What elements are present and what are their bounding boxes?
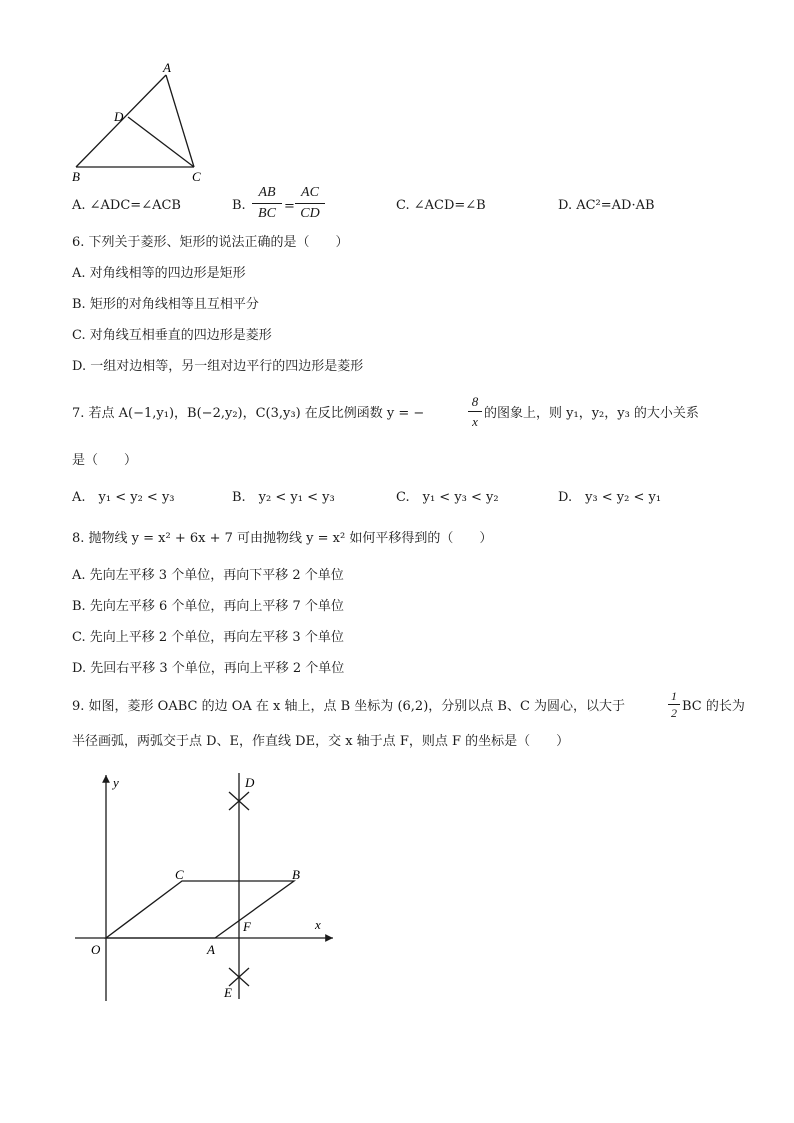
segment-ac	[166, 75, 194, 167]
label-b: B	[72, 169, 80, 184]
q5-option-b-equals: =	[284, 199, 295, 214]
label-e: E	[224, 985, 232, 1000]
q6-option-c: C. 对角线互相垂直的四边形是菱形	[72, 328, 272, 343]
q6-option-a: A. 对角线相等的四边形是矩形	[72, 266, 246, 281]
q7-stem-part2: 的图象上，则 y₁，y₂，y₃ 的大小关系	[484, 406, 699, 421]
q5-option-b-fraction-2	[295, 186, 325, 221]
q9-stem-part2: BC 的长为	[682, 699, 745, 714]
q5-option-c: C. ∠ACD=∠B	[396, 198, 486, 213]
q5-fraction-1-denominator: BC	[258, 206, 276, 221]
q6-option-b: B. 矩形的对角线相等且互相平分	[72, 297, 259, 312]
q5-option-a: A. ∠ADC=∠ACB	[72, 198, 181, 213]
q5-option-b-fraction-1	[252, 186, 282, 221]
q8-option-c: C. 先向上平移 2 个单位，再向左平移 3 个单位	[72, 630, 344, 645]
q7-stem-part1: 7. 若点 A(−1,y₁)，B(−2,y₂)，C(3,y₃) 在反比例函数 y = −	[72, 406, 425, 421]
q5-option-b-prefix: B.	[232, 198, 246, 213]
label-a: A	[163, 60, 171, 75]
q5-fraction-2-denominator: CD	[300, 206, 320, 221]
label-c: C	[175, 867, 184, 882]
q6-stem: 6. 下列关于菱形、矩形的说法正确的是（ ）	[72, 235, 349, 250]
q8-option-d: D. 先回右平移 3 个单位，再向上平移 2 个单位	[72, 661, 345, 676]
q7-option-d: D. y₃ < y₂ < y₁	[558, 490, 662, 505]
q7-fraction-numerator: 8	[471, 394, 479, 409]
label-a: A	[207, 942, 215, 957]
label-o: O	[91, 942, 101, 957]
triangle-figure	[60, 55, 220, 190]
q7-fraction	[468, 395, 482, 428]
q9-stem-part1: 9. 如图，菱形 OABC 的边 OA 在 x 轴上，点 B 坐标为 (6,2)，分别以点 B、C 为圆心，以大于	[72, 699, 626, 714]
rhombus-coordinate-figure	[65, 765, 350, 1010]
rhombus-oabc	[106, 881, 294, 938]
q7-fraction-denominator: x	[472, 414, 478, 429]
q5-option-d: D. AC²=AD·AB	[558, 198, 655, 213]
segment-dc	[128, 117, 194, 167]
q9-fraction	[668, 690, 680, 719]
q9-fraction-denominator: 2	[671, 706, 677, 720]
label-d: D	[245, 775, 255, 790]
q9-fraction-numerator: 1	[671, 689, 677, 703]
label-d: D	[114, 109, 124, 124]
q5-fraction-1-numerator: AB	[258, 185, 276, 200]
q8-option-a: A. 先向左平移 3 个单位，再向下平移 2 个单位	[72, 568, 344, 583]
q8-stem: 8. 抛物线 y = x² + 6x + 7 可由抛物线 y = x² 如何平移得到的（ ）	[72, 531, 493, 546]
q7-option-a: A. y₁ < y₂ < y₃	[72, 490, 175, 505]
q7-option-b: B. y₂ < y₁ < y₃	[232, 490, 335, 505]
label-f: F	[243, 919, 251, 934]
q6-option-d: D. 一组对边相等，另一组对边平行的四边形是菱形	[72, 359, 364, 374]
q8-option-b: B. 先向左平移 6 个单位，再向上平移 7 个单位	[72, 599, 344, 614]
q5-fraction-2-numerator: AC	[301, 185, 319, 200]
q7-option-c: C. y₁ < y₃ < y₂	[396, 490, 499, 505]
label-x: x	[315, 917, 321, 932]
q7-stem-line2: 是（ ）	[72, 453, 138, 468]
label-b: B	[292, 867, 300, 882]
label-c: C	[192, 169, 201, 184]
label-y: y	[113, 775, 119, 790]
q9-stem-line2: 半径画弧，两弧交于点 D、E，作直线 DE，交 x 轴于点 F，则点 F 的坐标是（ ）	[72, 734, 570, 749]
